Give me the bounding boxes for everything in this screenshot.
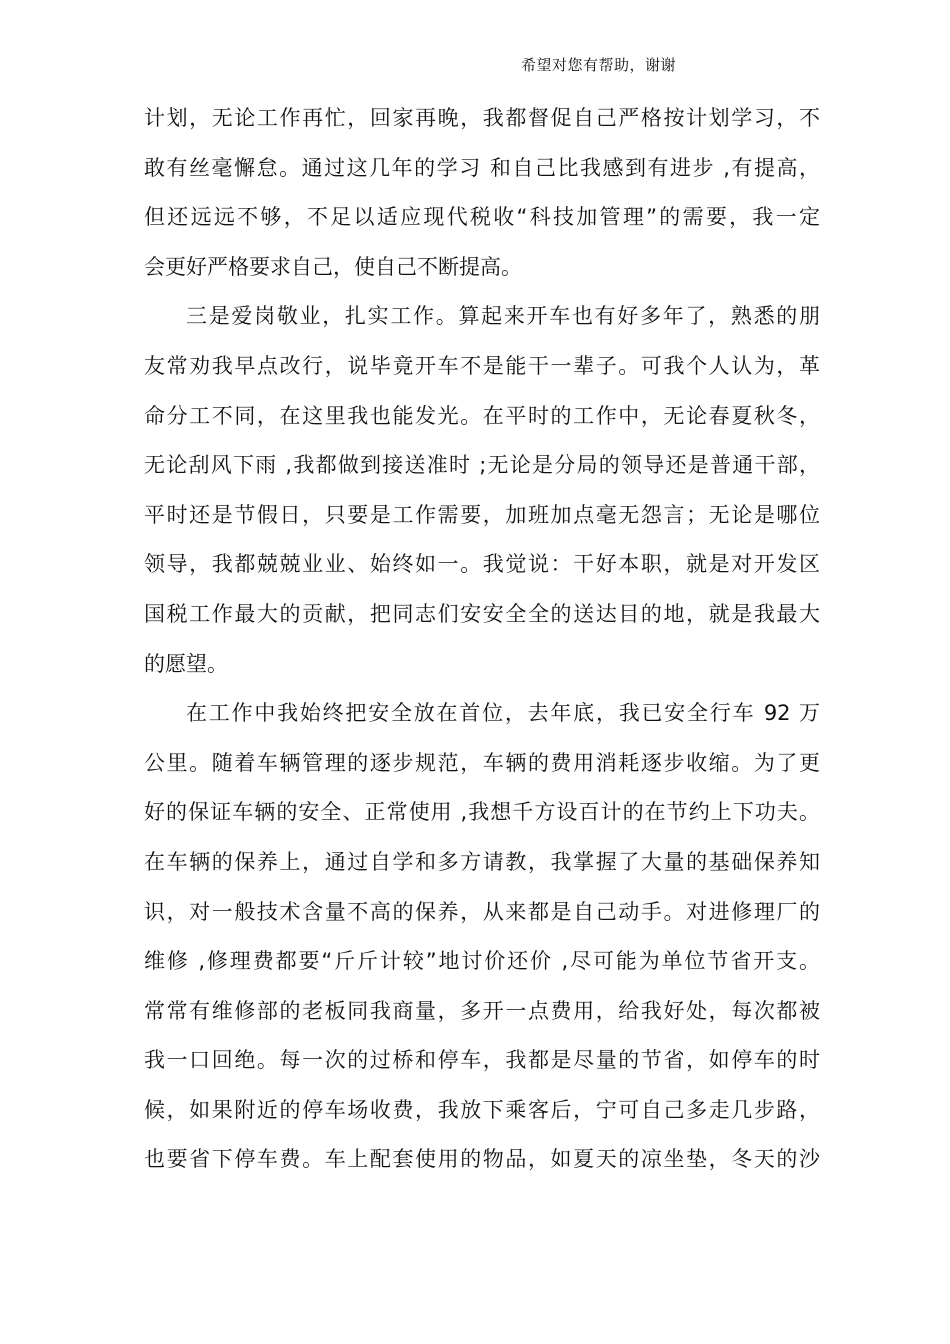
text-line: 我一口回绝。每一次的过桥和停车，我都是尽量的节省，如停车的时 bbox=[144, 1048, 820, 1073]
header-note: 希望对您有帮助，谢谢 bbox=[521, 56, 677, 74]
text-line: 友常劝我早点改行，说毕竟开车不是能干一辈子。可我个人认为，革 bbox=[144, 353, 820, 378]
text-line: 常常有维修部的老板同我商量，多开一点费用，给我好处，每次都被 bbox=[144, 998, 820, 1023]
text-line: 国税工作最大的贡献，把同志们安安全全的送达目的地，就是我最大 bbox=[144, 601, 820, 626]
text-line: 计划，无论工作再忙，回家再晚，我都督促自己严格按计划学习，不 bbox=[144, 106, 820, 130]
text-line: 维修 ,修理费都要“斤斤计较”地讨价还价 ,尽可能为单位节省开支。 bbox=[144, 949, 820, 974]
text-line: 候，如果附近的停车场收费，我放下乘客后，宁可自己多走几步路， bbox=[144, 1097, 820, 1122]
text-line: 在车辆的保养上，通过自学和多方请教，我掌握了大量的基础保养知 bbox=[144, 849, 820, 874]
text-line: 识，对一般技术含量不高的保养，从来都是自己动手。对进修理厂的 bbox=[144, 899, 820, 924]
text-line: 会更好严格要求自己，使自己不断提高。 bbox=[144, 254, 522, 279]
text-line: 无论刮风下雨 ,我都做到接送准时 ;无论是分局的领导还是普通干部， bbox=[144, 453, 820, 478]
text-line: 也要省下停车费。车上配套使用的物品，如夏天的凉坐垫，冬天的沙 bbox=[144, 1147, 820, 1172]
text-line: 的愿望。 bbox=[144, 651, 228, 676]
text-line: 领导，我都兢兢业业、始终如一。我觉说：干好本职，就是对开发区 bbox=[144, 552, 820, 577]
text-line: 好的保证车辆的安全、正常使用 ,我想千方设百计的在节约上下功夫。 bbox=[144, 800, 820, 825]
paragraph-start-line: 三是爱岗敬业，扎实工作。算起来开车也有好多年了，熟悉的朋 bbox=[186, 304, 820, 329]
text-line: 命分工不同，在这里我也能发光。在平时的工作中，无论春夏秋冬， bbox=[144, 403, 820, 428]
paragraph-start-line: 在工作中我始终把安全放在首位，去年底，我已安全行车 92 万 bbox=[186, 701, 820, 726]
document-body bbox=[144, 94, 820, 1185]
text-line: 公里。随着车辆管理的逐步规范，车辆的费用消耗逐步收缩。为了更 bbox=[144, 750, 820, 775]
text-line: 敢有丝毫懈怠。通过这几年的学习 和自己比我感到有进步 ,有提高， bbox=[144, 155, 820, 180]
text-line: 平时还是节假日，只要是工作需要，加班加点毫无怨言；无论是哪位 bbox=[144, 502, 820, 527]
text-line: 但还远远不够，不足以适应现代税收“科技加管理”的需要，我一定 bbox=[144, 205, 820, 230]
